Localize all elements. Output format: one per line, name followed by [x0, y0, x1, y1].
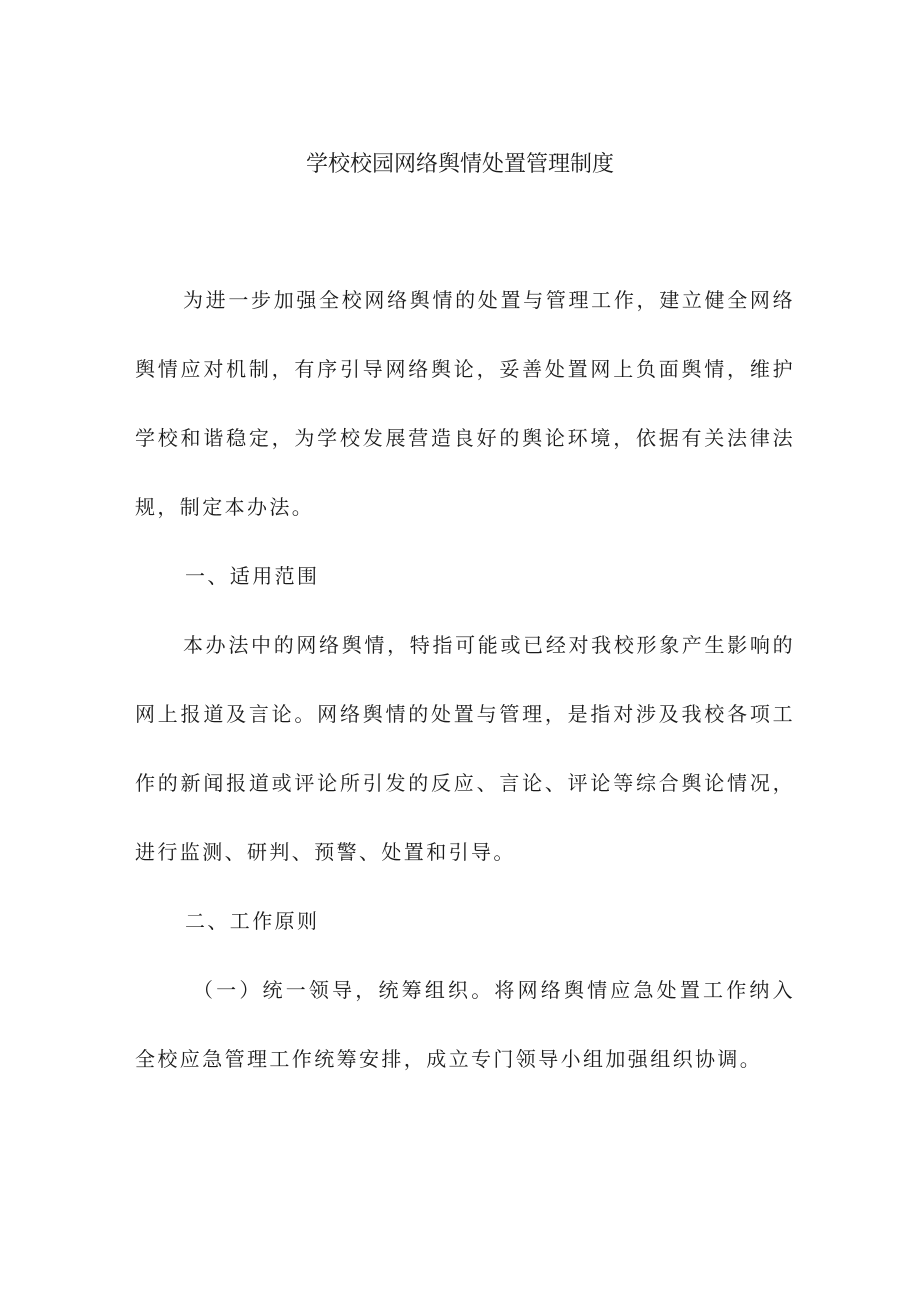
section-heading-scope: 一、适用范围	[185, 564, 320, 588]
document-title: 学校校园网络舆情处置管理制度	[305, 152, 614, 177]
scope-paragraph: 本办法中的网络舆情，特指可能或已经对我校形象产生影响的网上报道及言论。网络舆情的处置与管理，是指对涉及我校各项工作的新闻报道或评论所引发的反应、言论、评论等综合舆论情况，进行监测、研判、预警、处置和引导。	[135, 633, 795, 864]
intro-paragraph: 为进一步加强全校网络舆情的处置与管理工作，建立健全网络舆情应对机制，有序引导网络舆论，妥善处置网上负面舆情，维护学校和谐稳定，为学校发展营造良好的舆论环境，依据有关法律法规，制定本办法。	[135, 288, 795, 519]
section-heading-principles: 二、工作原则	[185, 909, 320, 933]
principle-item-1: （一）统一领导，统筹组织。将网络舆情应急处置工作纳入全校应急管理工作统筹安排，成立专门领导小组加强组织协调。	[135, 978, 795, 1071]
